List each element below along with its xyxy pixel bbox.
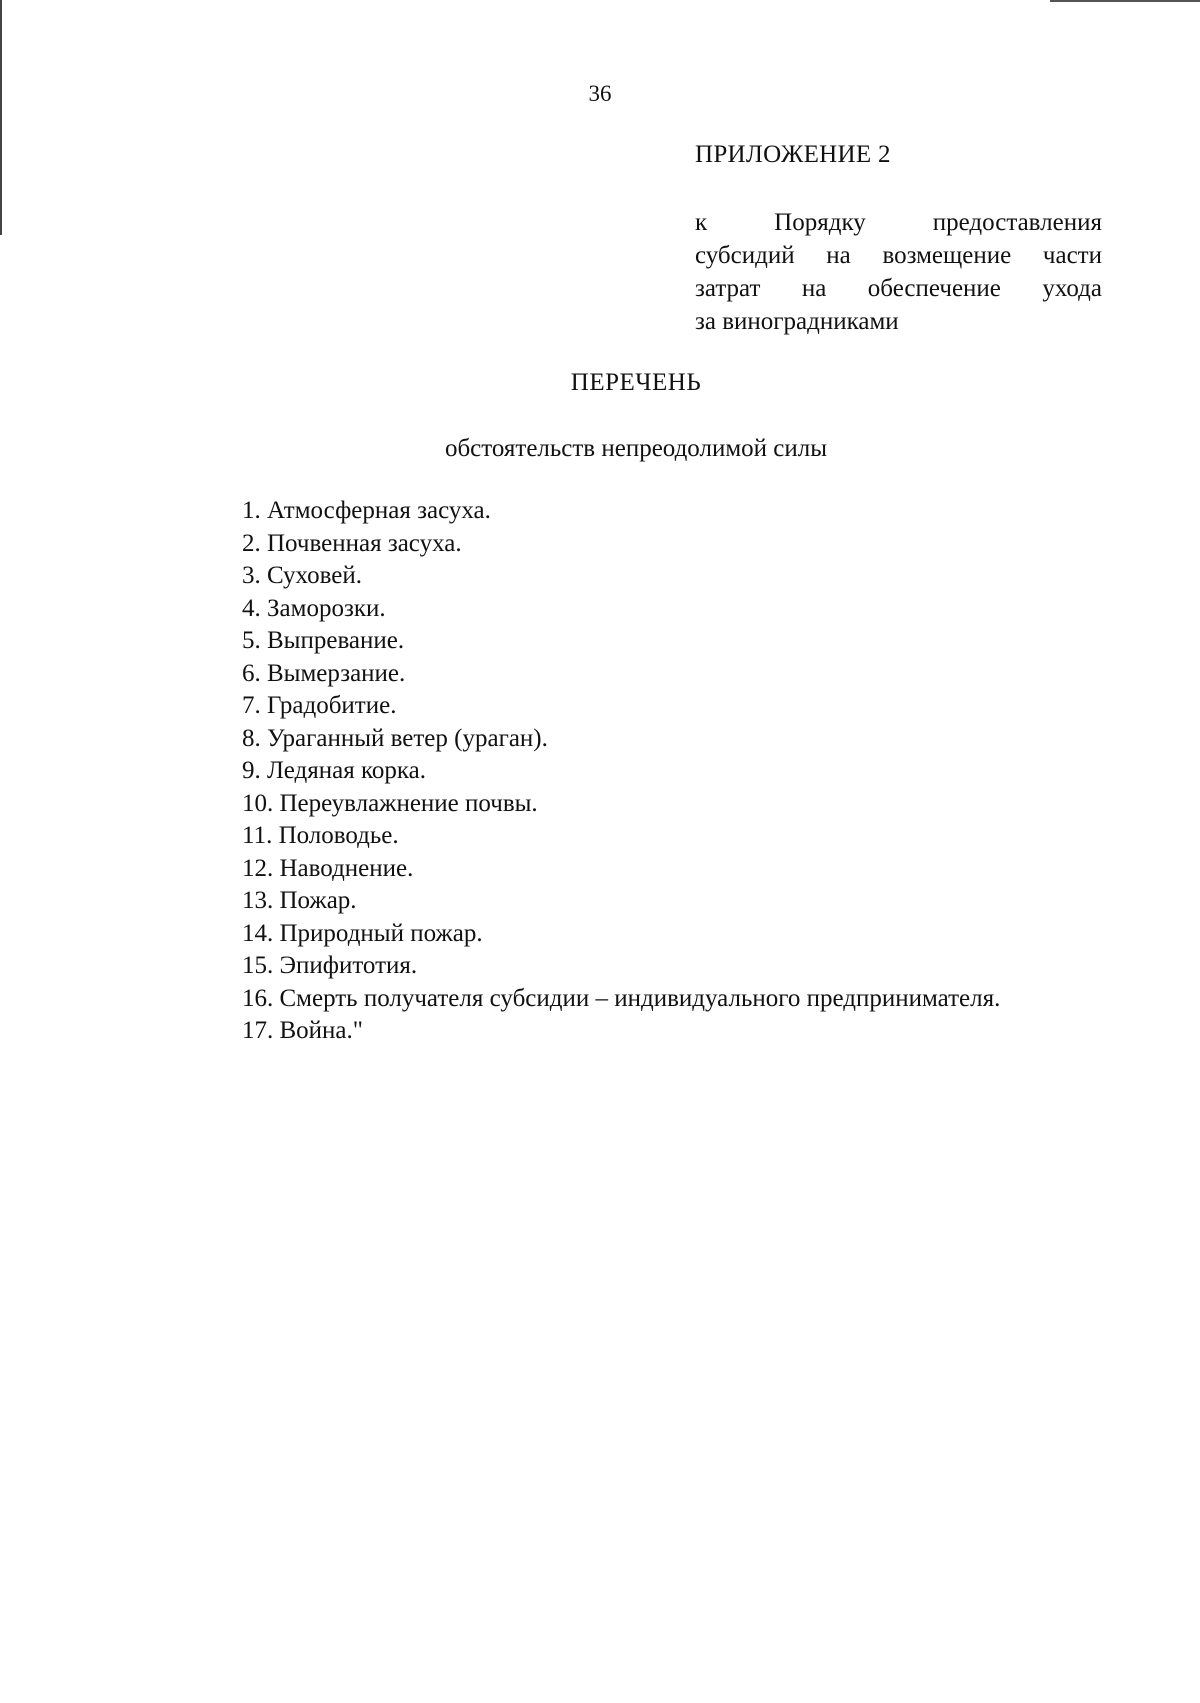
appendix-reference-line: к Порядку предоставления bbox=[695, 209, 1102, 236]
list-item: 4. Заморозки. bbox=[242, 594, 386, 622]
appendix-reference bbox=[695, 206, 1102, 338]
document-heading: ПЕРЕЧЕНЬ bbox=[570, 369, 702, 396]
list-item: 7. Градобитие. bbox=[242, 692, 397, 719]
list-item: 2. Почвенная засуха. bbox=[242, 529, 462, 557]
list-item: 8. Ураганный ветер (ураган). bbox=[242, 724, 548, 752]
list-item: 1. Атмосферная засуха. bbox=[242, 497, 491, 524]
list-item: 14. Природный пожар. bbox=[242, 919, 483, 947]
list-item: 10. Переувлажнение почвы. bbox=[242, 789, 538, 817]
document-subheading: обстоятельств непреодолимой силы bbox=[444, 435, 828, 462]
list-item: 16. Смерть получателя субсидии – индивидуального предпринимателя. bbox=[242, 984, 1001, 1012]
list-item: 13. Пожар. bbox=[242, 887, 357, 914]
list-item: 5. Выпревание. bbox=[242, 627, 405, 654]
appendix-reference-line: за виноградниками bbox=[695, 308, 899, 335]
page-number: 36 bbox=[588, 81, 612, 106]
list-item: 15. Эпифитотия. bbox=[242, 952, 418, 979]
appendix-reference-line: субсидий на возмещение части bbox=[695, 242, 1102, 269]
list-item: 17. Война." bbox=[242, 1017, 363, 1044]
scan-edge-top bbox=[1050, 0, 1200, 2]
appendix-title: ПРИЛОЖЕНИЕ 2 bbox=[695, 141, 891, 168]
list-item: 6. Вымерзание. bbox=[242, 659, 406, 687]
appendix-reference-line: затрат на обеспечение ухода bbox=[695, 275, 1102, 302]
list-item: 11. Половодье. bbox=[242, 822, 399, 849]
scan-edge-left bbox=[0, 0, 2, 235]
list-item: 3. Суховей. bbox=[242, 562, 362, 589]
list-item: 12. Наводнение. bbox=[242, 854, 414, 882]
force-majeure-list bbox=[242, 495, 1000, 1048]
list-item: 9. Ледяная корка. bbox=[242, 757, 426, 784]
